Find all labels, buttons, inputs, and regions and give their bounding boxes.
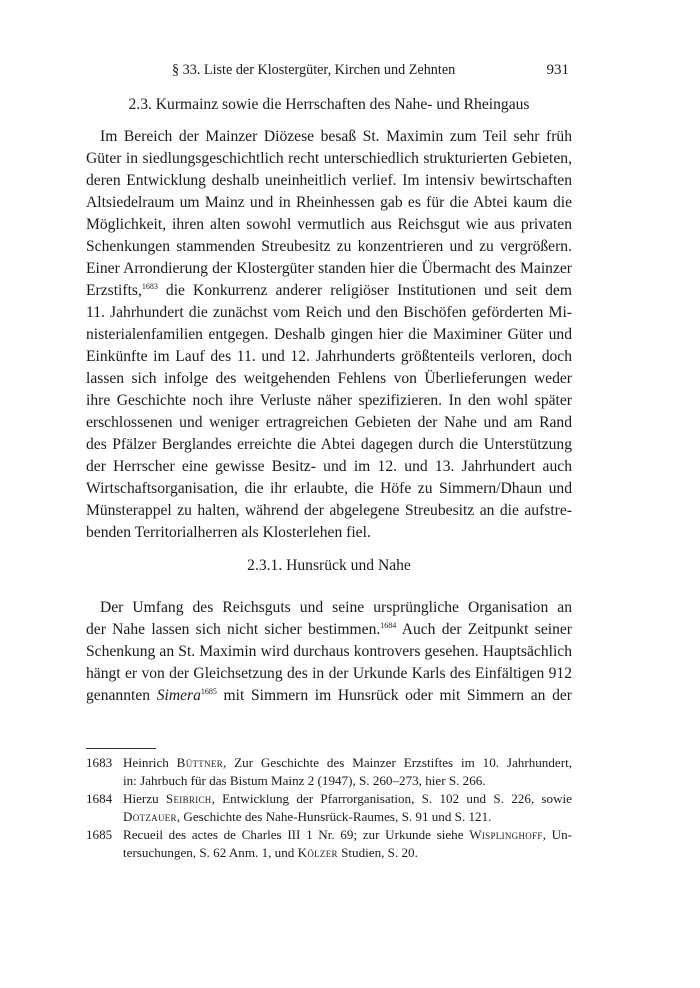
text-line: Im Bereich der Mainzer Diözese besaß St. Maximin zum Teil sehr früh	[100, 128, 572, 145]
text-line: benden Territorialherren als Klosterlehen fiel.	[86, 524, 371, 541]
text-line: hängt er von der Gleichsetzung des in der Urkunde Karls des Einfältigen 912	[86, 665, 572, 682]
running-header	[86, 62, 572, 82]
text-segment: genannten	[86, 687, 157, 704]
footnote-number: 1683	[86, 755, 113, 770]
footnote-ref-1684[interactable]: 1684	[380, 621, 397, 630]
author-name: Büttner	[176, 755, 223, 770]
text-line: Schenkung an St. Maximin wird durchaus kontrovers gesehen. Hauptsächlich	[86, 643, 572, 660]
footnote-line	[86, 826, 572, 844]
text-line: Münsterappel zu halten, während der abgelegene Streubesitz an die aufstre-	[86, 502, 572, 519]
subsection-heading: 2.3.1. Hunsrück und Nahe	[247, 557, 411, 574]
text-line: 11. Jahrhundert die zunächst vom Reich und den Bischöfen geförderten Mi-	[86, 304, 572, 321]
text-line: Wirtschaftsorganisation, die ihr erlaubte, die Höfe zu Simmern/Dhaun und	[86, 480, 572, 497]
text-segment: , Zur Geschichte des Mainzer Erzstiftes im 10. Jahrhundert,	[223, 755, 572, 770]
page-number: 931	[546, 62, 569, 78]
text-segment: Hierzu	[123, 791, 166, 806]
footnote-line	[123, 808, 572, 826]
text-line: Einer Arrondierung der Klostergüter standen hier die Übermacht des Mainzer	[86, 260, 572, 277]
text-line: Schenkungen stammenden Streubesitz zu konzentrieren und zu vergrößern.	[86, 238, 572, 255]
author-name: Kölzer	[297, 845, 338, 860]
footnote-separator	[86, 748, 156, 749]
text-line: lassen sich infolge des weitgehenden Fehlens von Überlieferungen weder	[86, 370, 572, 387]
text-line	[86, 280, 572, 302]
text-segment: mit Simmern im Hunsrück oder mit Simmern an der	[216, 687, 572, 704]
text-segment: Recueil des actes de Charles III 1 Nr. 69; zur Urkunde siehe	[123, 827, 470, 842]
text-segment: Studien, S. 20.	[337, 845, 418, 860]
text-line: ihre Geschichte noch ihre Verluste näher spezifizieren. In den wohl später	[86, 392, 572, 409]
text-segment: , Un-	[542, 827, 572, 842]
text-line: Einkünfte im Lauf des 11. und 12. Jahrhunderts größtenteils verloren, doch	[86, 348, 572, 365]
text-segment: Erzstifts,	[86, 282, 142, 299]
text-segment: Auch der Zeitpunkt seiner	[396, 621, 572, 638]
footnote-number: 1685	[86, 827, 113, 842]
running-title: § 33. Liste der Klostergüter, Kirchen und Zehnten	[172, 62, 456, 78]
text-line	[86, 685, 572, 707]
footnote-number: 1684	[86, 791, 113, 806]
footnote-ref-1685[interactable]: 1685	[200, 687, 217, 696]
text-segment: , Geschichte des Nahe-Hunsrück-Raumes, S. 91 und S. 121.	[176, 809, 492, 824]
text-line: Güter in siedlungsgeschichtlich recht unterschiedlich strukturierten Gebieten,	[86, 150, 572, 167]
text-line: des Pfälzer Berglandes erreichte die Abtei dagegen durch die Unterstützung	[86, 436, 572, 453]
footnote-line	[86, 754, 572, 772]
italic-term: Simera	[156, 687, 201, 704]
footnote-line	[123, 844, 572, 862]
author-name: Seibrich	[165, 791, 212, 806]
text-segment: , Entwicklung der Pfarrorganisation, S. 102 und S. 226, sowie	[211, 791, 572, 806]
book-page	[86, 0, 572, 988]
footnote-line	[86, 790, 572, 808]
text-line: deren Entwicklung deshalb uneinheitlich verlief. Im intensiv bewirtschaften	[86, 172, 572, 189]
text-segment: der Nahe lassen sich nicht sicher bestimmen.	[86, 621, 381, 638]
text-line: der Herrscher eine gewisse Besitz- und im 12. und 13. Jahrhundert auch	[86, 458, 572, 475]
footnote-line: in: Jahrbuch für das Bistum Mainz 2 (1947), S. 260–273, hier S. 266.	[123, 773, 486, 788]
text-line: nisterialenfamilien entgegen. Deshalb gingen hier die Maximiner Güter und	[86, 326, 572, 343]
text-line: erschlossenen und weniger ertragreichen Gebieten der Nahe und am Rand	[86, 414, 572, 431]
text-segment: Heinrich	[123, 755, 177, 770]
author-name: Dotzauer	[123, 809, 177, 824]
text-segment: tersuchungen, S. 62 Anm. 1, und	[123, 845, 298, 860]
footnote-ref-1683[interactable]: 1683	[141, 282, 158, 291]
text-line	[86, 619, 572, 641]
section-heading: 2.3. Kurmainz sowie die Herrschaften des Nahe- und Rheingaus	[128, 96, 530, 113]
text-line: Der Umfang des Reichsguts und seine ursprüngliche Organisation an	[100, 599, 572, 616]
text-line: Möglichkeit, ihren alten sowohl vermutlich aus Reichsgut wie aus privaten	[86, 216, 572, 233]
text-segment: die Konkurrenz anderer religiöser Institutionen und seit dem	[157, 282, 572, 299]
text-line: Altsiedelraum um Mainz und in Rheinhessen gab es für die Abtei kaum die	[86, 194, 572, 211]
author-name: Wisplinghoff	[469, 827, 543, 842]
